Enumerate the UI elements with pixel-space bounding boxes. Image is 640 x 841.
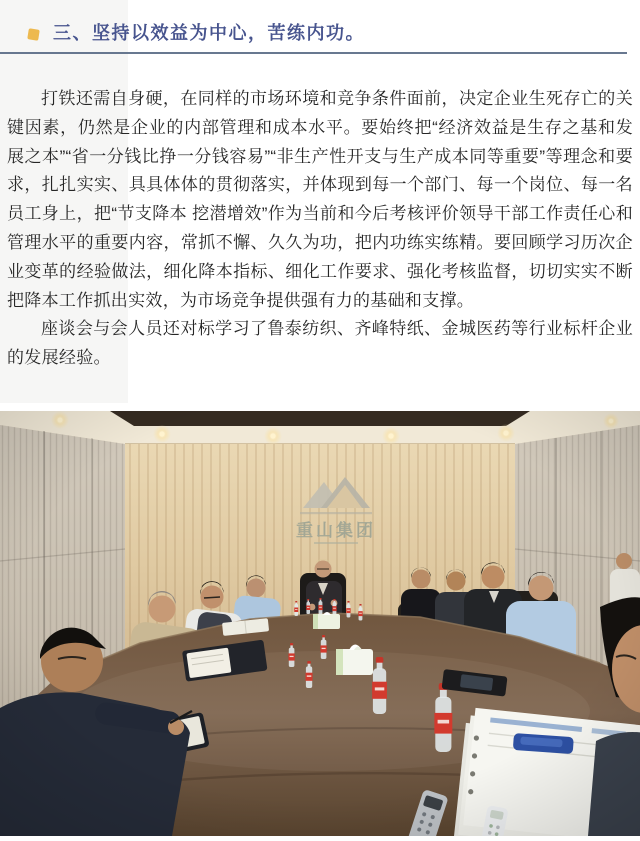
- paragraph-1: 打铁还需自身硬，在同样的市场环境和竞争条件面前，决定企业生死存亡的关键因素，仍然是企业的内部管理和成本水平。要始终把“经济效益是生存之基和发展之本”“省一分钱比挣一分钱容易”“非生产性开支与生产成本同等重要”等理念和要求，扎扎实实、具具体体的贯彻落实，并体现到每一个部门、每一个岗位、每一名员工身上，把“节支降本 挖潜增效”作为当前和今后考核评价领导干部工作责任心和管理水平的重要内容，常抓不懈、久久为功，把内功练实练精。要回顾学习历次企业变革的经验做法，细化降本指标、细化工作要求、强化考核监督，切切实实不断把降本工作抓出实效，为市场竞争提供强有力的基础和支撑。: [7, 89, 633, 310]
- gold-diamond-bullet-icon: [27, 28, 40, 41]
- section-heading-row: [28, 21, 365, 45]
- section-title: 三、坚持以效益为中心，苦练内功。: [53, 23, 365, 43]
- meeting-room-photo: [0, 411, 640, 836]
- meeting-photo-svg: [0, 411, 640, 836]
- article-body: [7, 85, 633, 373]
- photo-vignette: [0, 411, 640, 836]
- heading-divider: [0, 52, 627, 54]
- paragraph-2: 座谈会与会人员还对标学习了鲁泰纺织、齐峰特纸、金城医药等行业标杆企业的发展经验。: [7, 319, 633, 368]
